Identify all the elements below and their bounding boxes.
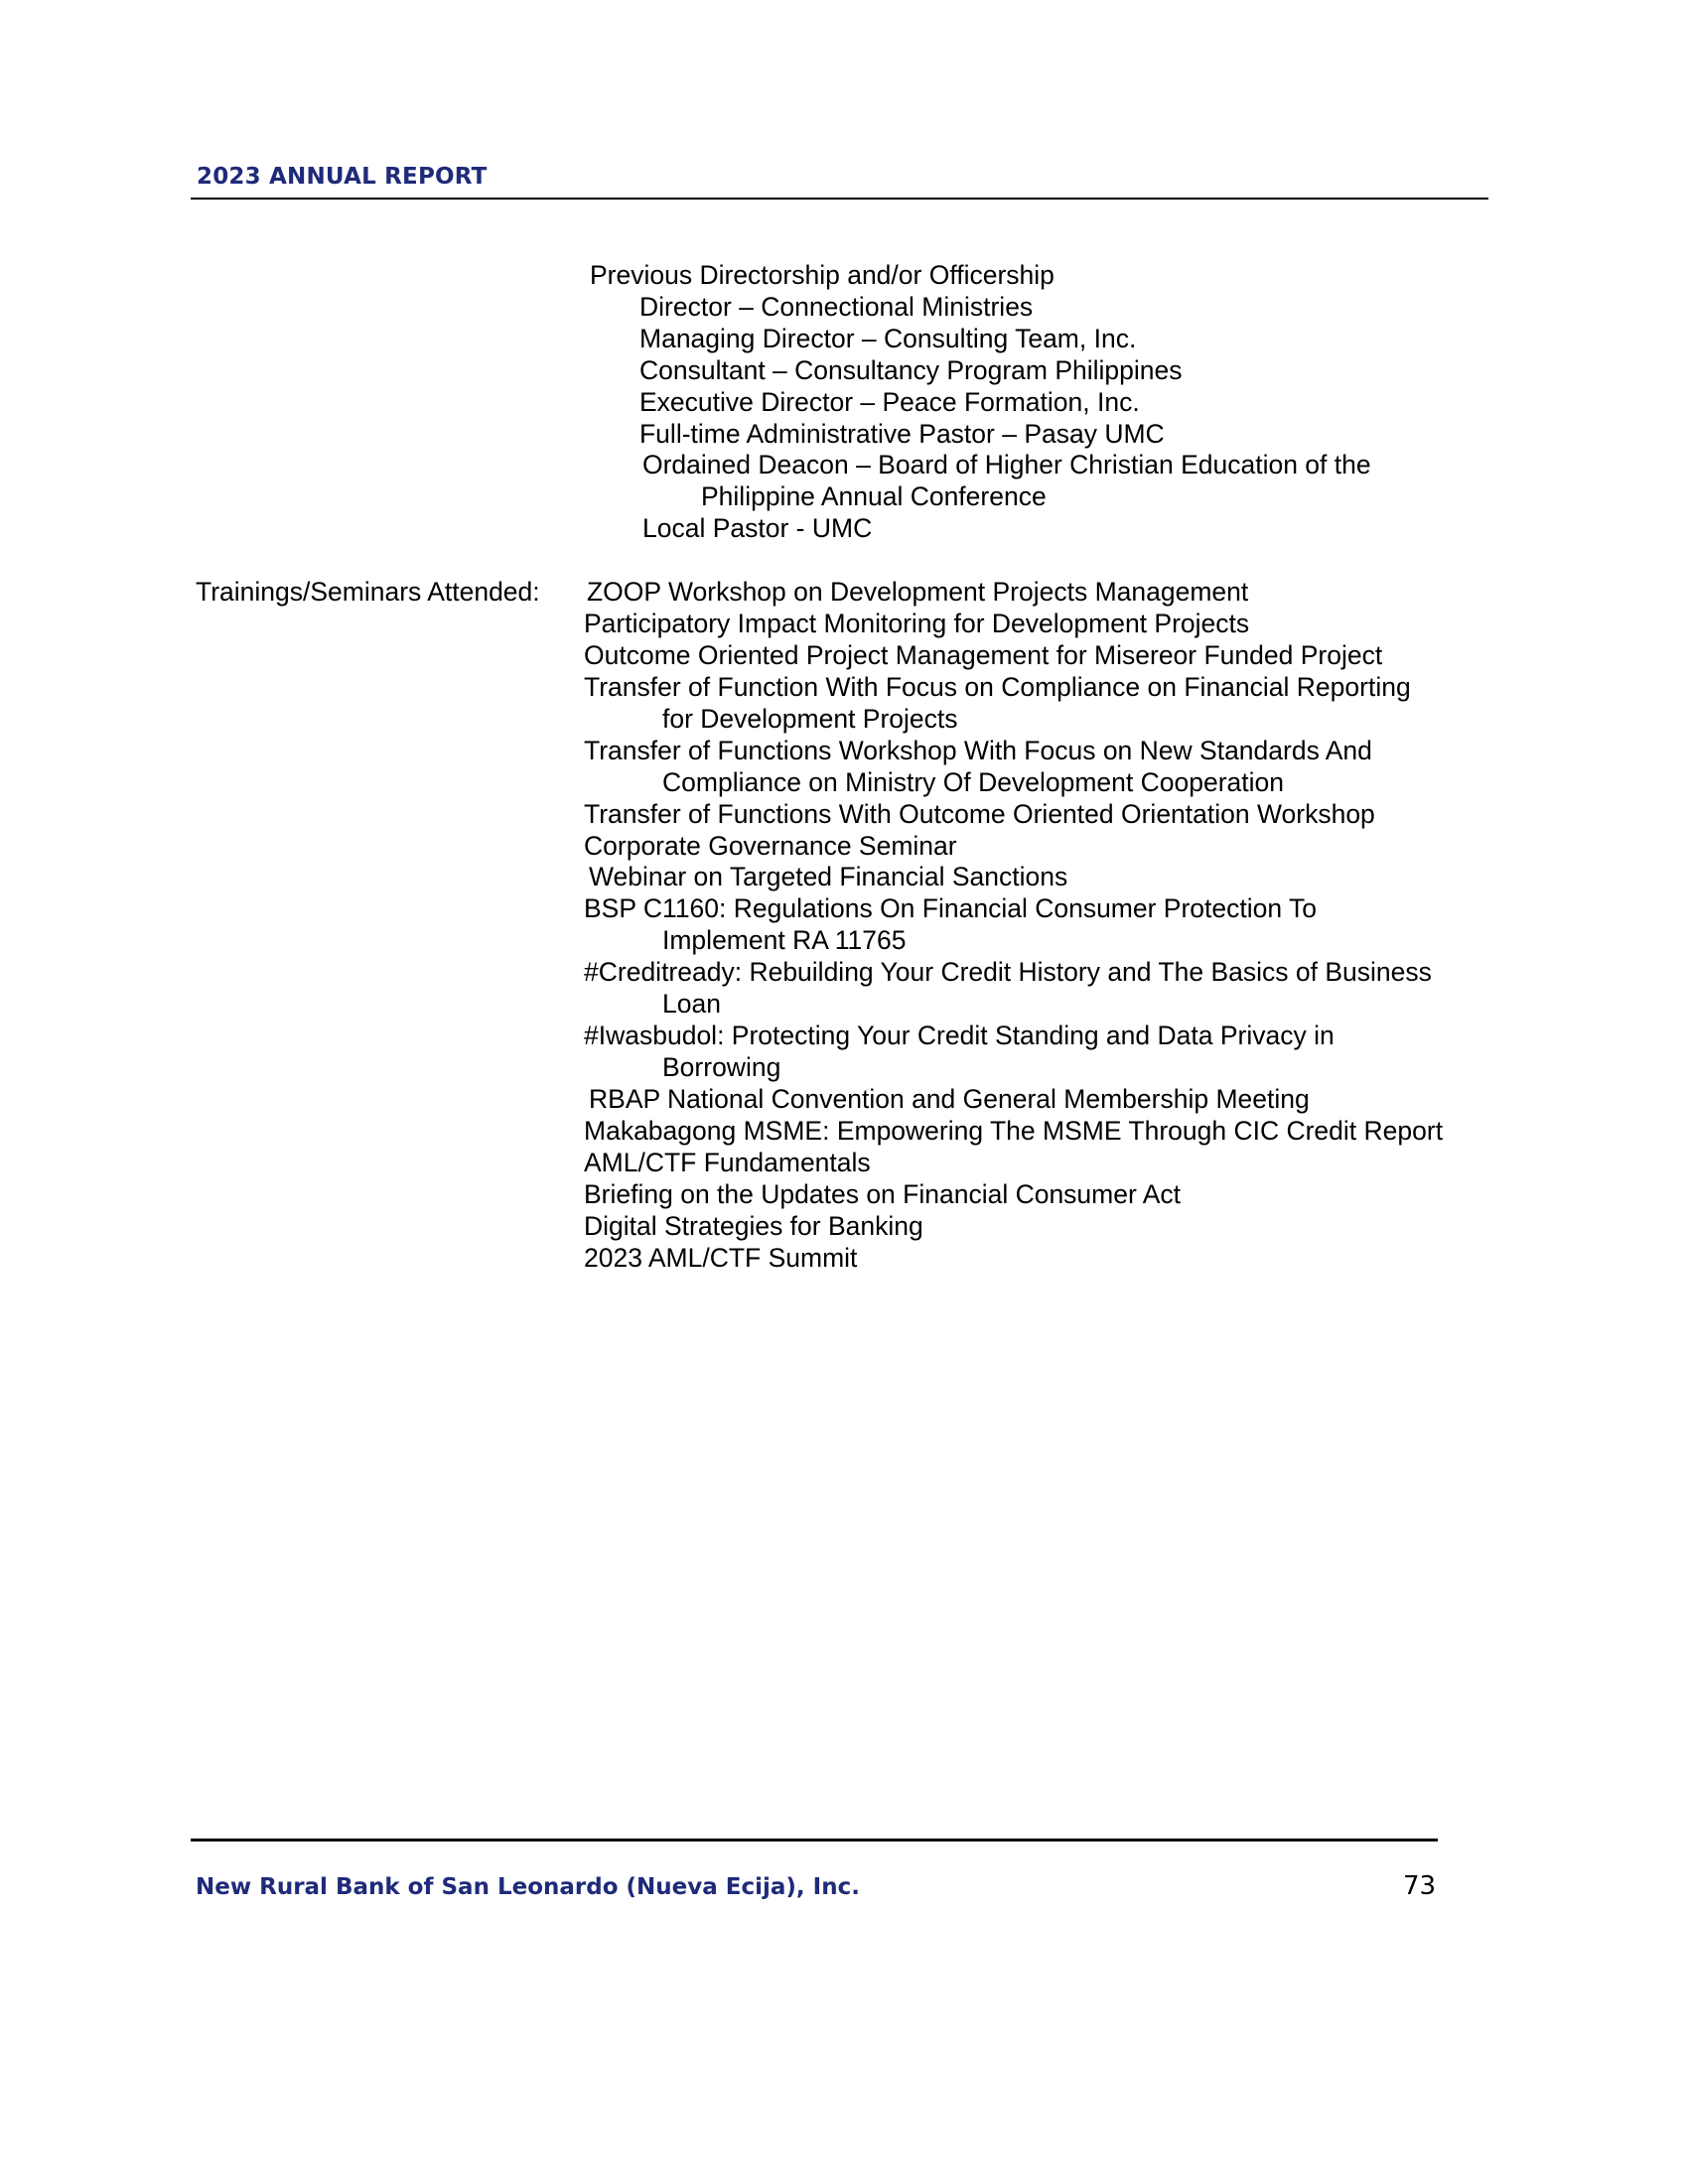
- training-item-continuation: Compliance on Ministry Of Development Cooperation: [662, 767, 1284, 797]
- training-item-continuation: Loan: [662, 989, 721, 1019]
- training-item: Outcome Oriented Project Management for Misereor Funded Project: [584, 640, 1383, 670]
- training-item-continuation: for Development Projects: [662, 704, 958, 734]
- training-item-continuation: Implement RA 11765: [662, 925, 907, 955]
- training-item: #Iwasbudol: Protecting Your Credit Standing and Data Privacy in: [584, 1021, 1335, 1050]
- training-item: ZOOP Workshop on Development Projects Management: [587, 577, 1249, 607]
- training-item: Webinar on Targeted Financial Sanctions: [589, 862, 1068, 891]
- training-item: 2023 AML/CTF Summit: [584, 1243, 858, 1273]
- training-item: Transfer of Functions Workshop With Focus on New Standards And: [584, 736, 1372, 765]
- directorship-item: Local Pastor - UMC: [642, 513, 873, 543]
- header-divider: [191, 198, 1488, 200]
- directorship-item: Executive Director – Peace Formation, Inc.: [639, 387, 1140, 417]
- training-item: RBAP National Convention and General Membership Meeting: [589, 1084, 1310, 1114]
- directorship-item: Ordained Deacon – Board of Higher Christian Education of the: [642, 450, 1371, 479]
- footer-bank-name: New Rural Bank of San Leonardo (Nueva Ecija), Inc.: [196, 1874, 860, 1900]
- training-item: Participatory Impact Monitoring for Development Projects: [584, 609, 1250, 638]
- previous-directorship-heading: Previous Directorship and/or Officership: [590, 260, 1055, 290]
- directorship-item: Full-time Administrative Pastor – Pasay UMC: [639, 419, 1165, 449]
- training-item: Transfer of Functions With Outcome Oriented Orientation Workshop: [584, 799, 1375, 829]
- trainings-label: Trainings/Seminars Attended:: [196, 577, 540, 607]
- training-item: Briefing on the Updates on Financial Consumer Act: [584, 1179, 1181, 1209]
- training-item: Corporate Governance Seminar: [584, 831, 957, 861]
- directorship-item-continuation: Philippine Annual Conference: [701, 481, 1047, 511]
- directorship-item: Director – Connectional Ministries: [639, 292, 1034, 322]
- directorship-item: Consultant – Consultancy Program Philippines: [639, 355, 1183, 385]
- directorship-item: Managing Director – Consulting Team, Inc.: [639, 324, 1137, 353]
- training-item: BSP C1160: Regulations On Financial Consumer Protection To: [584, 893, 1317, 923]
- training-item: Transfer of Function With Focus on Compliance on Financial Reporting: [584, 672, 1411, 702]
- training-item-continuation: Borrowing: [662, 1052, 781, 1082]
- footer-divider: [191, 1839, 1438, 1842]
- training-item: AML/CTF Fundamentals: [584, 1148, 871, 1177]
- report-header-title: 2023 ANNUAL REPORT: [197, 164, 488, 190]
- training-item: Makabagong MSME: Empowering The MSME Through CIC Credit Report: [584, 1116, 1444, 1146]
- training-item: #Creditready: Rebuilding Your Credit History and The Basics of Business: [584, 957, 1432, 987]
- training-item: Digital Strategies for Banking: [584, 1211, 923, 1241]
- page-number: 73: [1403, 1871, 1437, 1901]
